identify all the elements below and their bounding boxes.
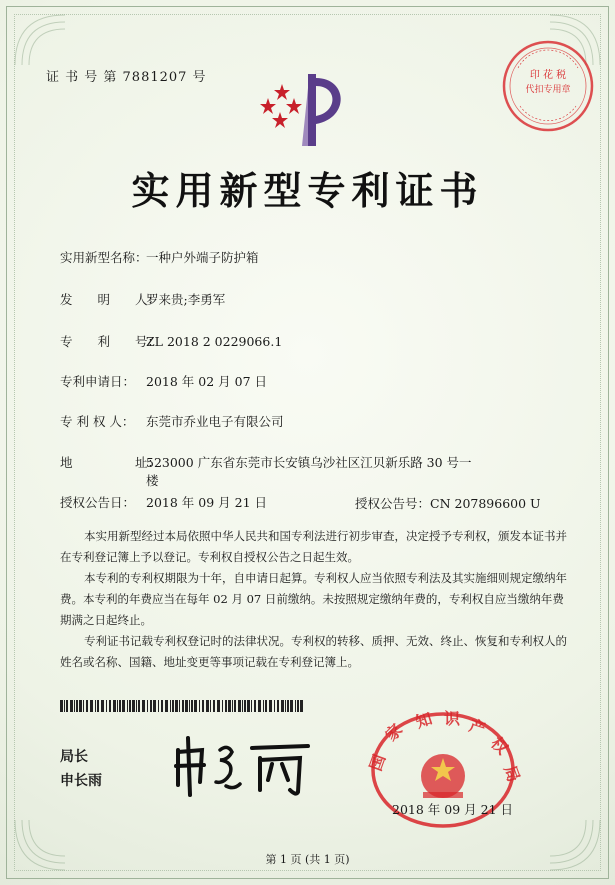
field-label: 地 址：: [60, 455, 161, 470]
field-label: 授权公告日：: [60, 495, 136, 510]
stamp-date: 2018 年 09 月 21 日: [392, 802, 513, 817]
paragraph-legal-status: 专利证书记载专利权登记时的法律状况。专利权的转移、质押、无效、终止、恢复和专利权人的姓名或名称、国籍、地址变更等事项记载在专利登记簿上。: [60, 634, 567, 669]
address-value: [146, 454, 472, 490]
field-label: 实用新型名称：: [60, 250, 148, 265]
field-value: 2018 年 02 月 07 日: [146, 374, 267, 389]
svg-text:国: 国: [365, 751, 390, 774]
inventor-row: [60, 291, 225, 309]
field-value: ZL 2018 2 0229066.1: [146, 334, 283, 349]
field-value: 2018 年 09 月 21 日: [146, 495, 267, 510]
svg-text:权: 权: [487, 733, 512, 759]
field-label: 发 明 人：: [60, 292, 161, 307]
field-label: 专 利 号：: [60, 334, 161, 349]
certificate-number: 证 书 号 第 7881207 号: [46, 70, 207, 85]
page-footer: 第 1 页 (共 1 页): [265, 853, 350, 866]
field-label: 授权公告号：: [355, 496, 431, 511]
address-row: [60, 454, 472, 490]
svg-text:产: 产: [466, 715, 488, 739]
svg-text:局: 局: [500, 762, 524, 785]
patentee-row: [60, 413, 284, 431]
cnipa-logo-icon: [258, 68, 358, 152]
field-value: 罗来贵;李勇军: [146, 292, 226, 307]
barcode-icon: [60, 700, 305, 712]
corner-ornament-icon: [10, 10, 70, 70]
svg-text:家: 家: [381, 720, 407, 745]
field-label: 专 利 权 人：: [60, 414, 135, 429]
handwritten-signature-icon: [168, 730, 318, 800]
grant-number-row: [355, 494, 541, 512]
filing-date-row: [60, 373, 267, 391]
signature-title: 局长: [60, 749, 88, 765]
utility-model-name-row: [60, 249, 259, 267]
svg-text:知: 知: [413, 708, 435, 732]
field-value: 东莞市乔业电子有限公司: [146, 414, 284, 429]
svg-text:印 花 税: 印 花 税: [529, 70, 567, 81]
svg-text:代扣专用章: 代扣专用章: [525, 85, 571, 95]
signature-name: 申长雨: [60, 773, 102, 789]
tax-seal-icon: [500, 38, 596, 134]
patent-number-row: [60, 333, 282, 351]
address-line-1: 523000 广东省东莞市长安镇乌沙社区江贝新乐路 30 号一: [146, 455, 472, 470]
field-value: 一种户外端子防护箱: [146, 250, 259, 265]
grant-date-row: [60, 494, 267, 512]
svg-text:识: 识: [444, 709, 461, 728]
address-line-2: 楼: [146, 473, 159, 488]
field-value: CN 207896600 U: [430, 496, 541, 511]
paragraph-term: 本专利的专利权期限为十年，自申请日起算。专利权人应当依照专利法及其实施细则规定缴纳年费。本专利的年费应当在每年 02 月 07 日前缴纳。未按照规定缴纳年费的，专利权自应当缴纳年费期满之日起终止。: [60, 571, 567, 627]
field-label: 专利申请日：: [60, 374, 136, 389]
paragraph-examination: 本实用新型经过本局依照中华人民共和国专利法进行初步审查，决定授予专利权，颁发本证书并在专利登记簿上予以登记。专利权自授权公告之日起生效。: [60, 529, 567, 564]
certificate-title: 实用新型专利证书: [131, 168, 484, 213]
